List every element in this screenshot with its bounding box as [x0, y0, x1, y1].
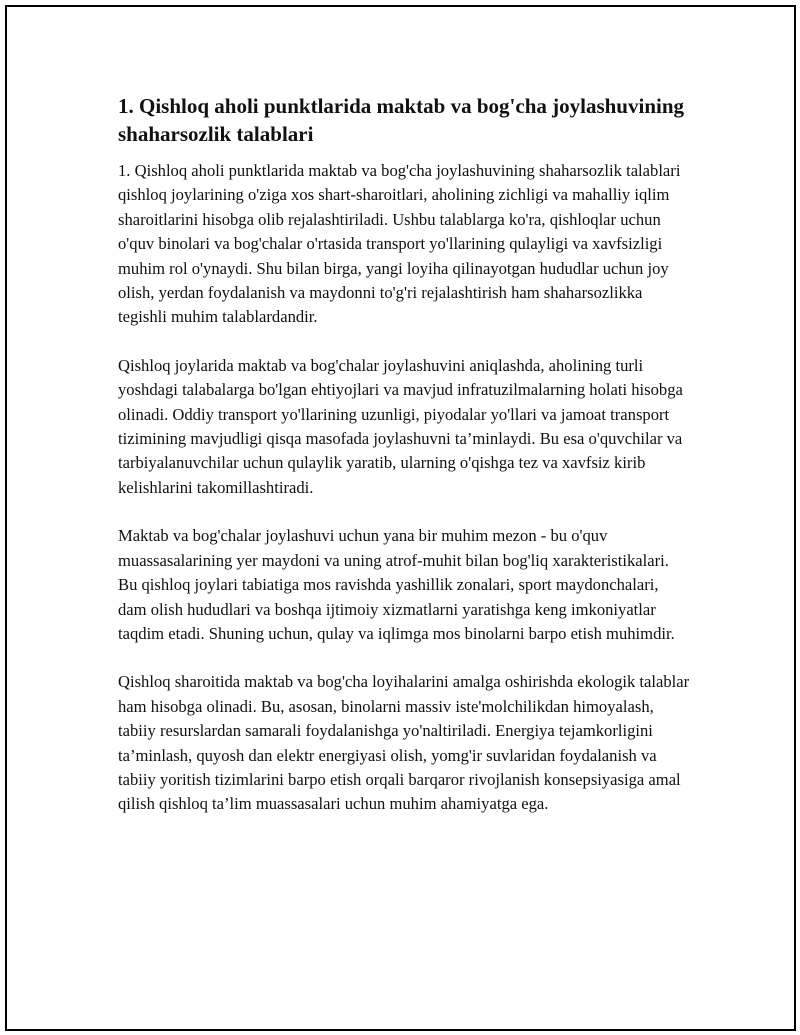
document-title: 1. Qishloq aholi punktlarida maktab va bog'cha joylashuvining shaharsozlik talablari — [118, 94, 685, 146]
paragraph-3: Maktab va bog'chalar joylashuvi uchun yana bir muhim mezon - bu o'quv muassasalarining yer maydoni va uning atrof-muhit bilan bog'liq xarakteristikalari. Bu qishloq joylari tabiatiga mos ravishda yashillik zonalari, sport maydonchalari, dam olish hududlari va boshqa ijtimoiy xizmatlarni yaratishga keng imkoniyatlar taqdim etadi. Shuning uchun, qulay va iqlimga mos binolarni barpo etish muhimdir. — [118, 526, 675, 643]
paragraph-1: 1. Qishloq aholi punktlarida maktab va bog'cha joylashuvining shaharsozlik talablari qishloq joylarining o'ziga xos shart-sharoitlari, aholining zichligi va mahalliy iqlim sharoitlarini hisobga olib rejalashtiriladi. Ushbu talablarga ko'ra, qishloqlar uchun o'quv binolari va bog'chalar o'rtasida transport yo'llarining qulayligi va xavfsizligi muhim rol o'ynaydi. Shu bilan birga, yangi loyiha qilinayotgan hududlar uchun joy olish, yerdan foydalanish va maydonni to'g'ri rejalashtirish ham shaharsozlikka tegishli muhim talablardandir. — [118, 161, 681, 327]
document-body — [118, 92, 690, 841]
paragraph-4: Qishloq sharoitida maktab va bog'cha loyihalarini amalga oshirishda ekologik talablar ham hisobga olinadi. Bu, asosan, binolarni massiv iste'molchilikdan himoyalash, tabiiy resurslardan samarali foydalanishga yo'naltiriladi. Energiya tejamkorligini ta’minlash, quyosh dan elektr energiyasi olish, yomg'ir suvlaridan foydalanish va tabiiy yoritish tizimlarini barpo etish orqali barqaror rivojlanish konsepsiyasiga amal qilish qishloq ta’lim muassasalari uchun muhim ahamiyatga ega. — [118, 672, 690, 814]
paragraph-2: Qishloq joylarida maktab va bog'chalar joylashuvini aniqlashda, aholining turli yoshdagi talabalarga bo'lgan ehtiyojlari va mavjud infratuzilmalarning holati hisobga olinadi. Oddiy transport yo'llarining uzunligi, piyodalar yo'llari va jamoat transport tizimining mavjudligi qisqa masofada joylashuvni ta’minlaydi. Bu esa o'quvchilar va tarbiyalanuvchilar uchun qulaylik yaratib, ularning o'qishga tez va xavfsiz kirib kelishlarini takomillashtiradi. — [118, 355, 683, 497]
